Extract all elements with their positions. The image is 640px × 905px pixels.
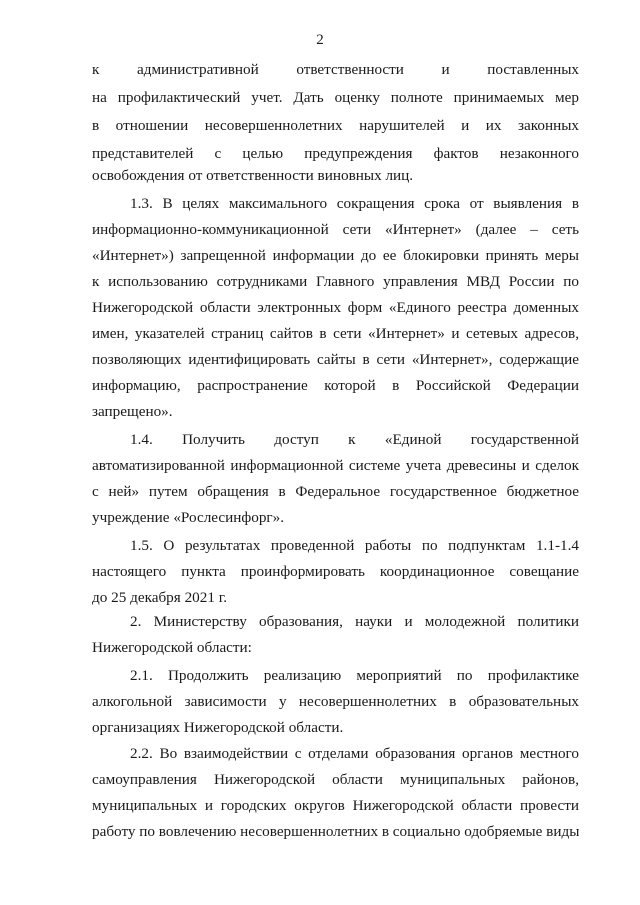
- text-line: Нижегородской области электронных форм «Единого реестра доменных: [92, 299, 579, 316]
- text-line: Нижегородской области:: [92, 639, 252, 656]
- text-line: имен, указателей страниц сайтов в сети «Интернет» и сетевых адресов,: [92, 325, 579, 342]
- text-line: на профилактический учет. Дать оценку полноте принимаемых мер: [92, 89, 579, 106]
- text-line: алкогольной зависимости у несовершеннолетних в образовательных: [92, 693, 579, 710]
- text-line: в отношении несовершеннолетних нарушителей и их законных: [92, 117, 579, 134]
- paragraph-first-line: 1.3. В целях максимального сокращения срока от выявления в: [130, 195, 579, 212]
- text-line: работу по вовлечению несовершеннолетних в социально одобряемые виды: [92, 823, 580, 840]
- paragraph-first-line: 2.2. Во взаимодействии с отделами образования органов местного: [130, 745, 579, 762]
- text-line: позволяющих идентифицировать сайты в сети «Интернет», содержащие: [92, 351, 579, 368]
- paragraph-first-line: 1.4. Получить доступ к «Единой государственной: [130, 431, 579, 448]
- text-line: автоматизированной информационной системе учета древесины и сделок: [92, 457, 579, 474]
- text-line: настоящего пункта проинформировать координационное совещание: [92, 563, 579, 580]
- text-line: запрещено».: [92, 403, 173, 420]
- text-line: до 25 декабря 2021 г.: [92, 589, 228, 606]
- paragraph-first-line: 2.1. Продолжить реализацию мероприятий по профилактике: [130, 667, 579, 684]
- text-line: с ней» путем обращения в Федеральное государственное бюджетное: [92, 483, 579, 500]
- paragraph-first-line: 1.5. О результатах проведенной работы по подпунктам 1.1-1.4: [130, 537, 579, 554]
- text-line: учреждение «Рослесинфорг».: [92, 509, 285, 526]
- text-line: муниципальных и городских округов Нижегородской области провести: [92, 797, 579, 814]
- page-number: 2: [316, 32, 324, 48]
- text-line: «Интернет») запрещенной информации до ее блокировки принять меры: [92, 247, 579, 264]
- paragraph-first-line: 2. Министерству образования, науки и молодежной политики: [130, 613, 579, 630]
- text-line: самоуправления Нижегородской области муниципальных районов,: [92, 771, 579, 788]
- text-line: представителей с целью предупреждения фактов незаконного: [92, 145, 579, 162]
- text-line: освобождения от ответственности виновных лиц.: [92, 167, 414, 184]
- text-line: к административной ответственности и поставленных: [92, 61, 579, 78]
- text-line: информацию, распространение которой в Российской Федерации: [92, 377, 579, 394]
- text-line: организациях Нижегородской области.: [92, 719, 344, 736]
- text-line: к использованию сотрудниками Главного управления МВД России по: [92, 273, 579, 290]
- text-line: информационно-коммуникационной сети «Интернет» (далее – сеть: [92, 221, 579, 238]
